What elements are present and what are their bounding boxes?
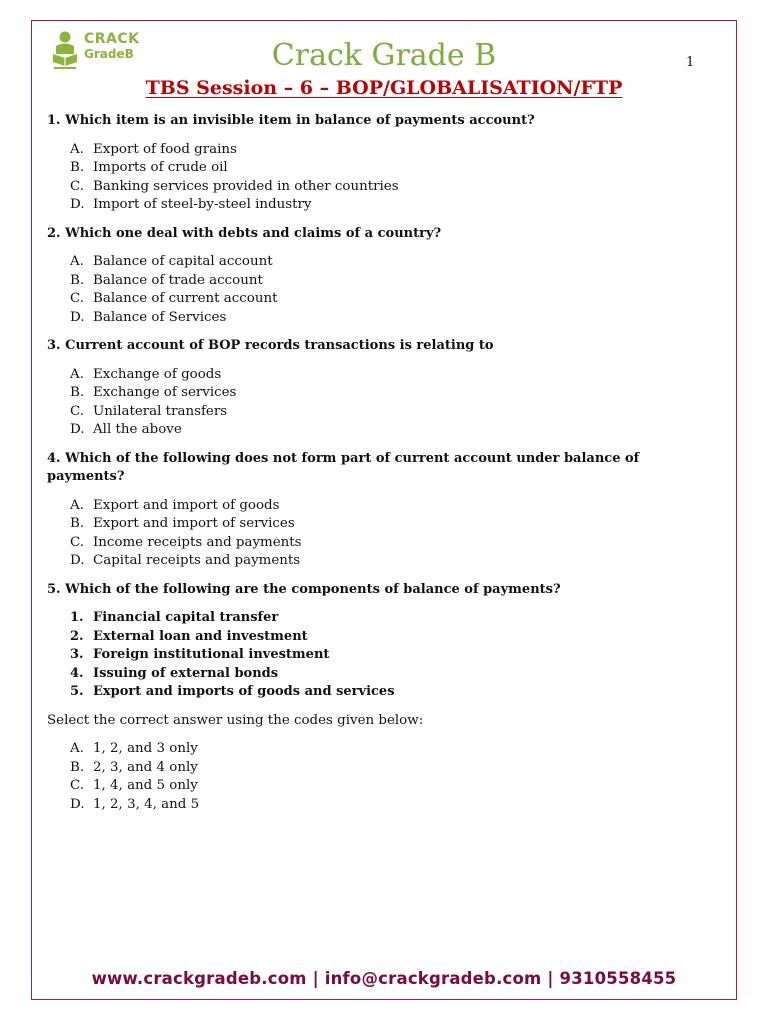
logo-line-2: GradeB	[84, 47, 134, 61]
option-c: C. Balance of current account	[70, 291, 278, 306]
option-a: A. Balance of capital account	[70, 254, 273, 269]
question-3	[47, 337, 719, 440]
question-text: 3. Current account of BOP records transactions is relating to	[47, 338, 494, 353]
option-d: D. All the above	[70, 422, 182, 437]
component-1: 1. Financial capital transfer	[70, 610, 279, 625]
option-list	[70, 366, 719, 440]
option-c: C. Income receipts and payments	[70, 534, 302, 550]
option-list	[70, 141, 719, 215]
component-5: 5. Export and imports of goods and services	[70, 684, 395, 699]
logo-line-1: CRACK	[84, 31, 140, 47]
question-4	[47, 450, 719, 571]
option-a: A. 1, 2, and 3 only	[70, 741, 198, 756]
option-a: A. Exchange of goods	[70, 366, 222, 382]
component-2: 2. External loan and investment	[70, 628, 308, 644]
question-2	[47, 225, 719, 328]
question-5	[47, 581, 719, 815]
option-d: D. Balance of Services	[70, 309, 227, 325]
component-list	[70, 609, 719, 702]
question-list	[47, 112, 719, 824]
question-text: 5. Which of the following are the components of balance of payments?	[47, 581, 561, 597]
session-title	[0, 75, 768, 101]
option-b: B. 2, 3, and 4 only	[70, 759, 198, 775]
option-b: B. Export and import of services	[70, 516, 295, 531]
option-d: D. Import of steel-by-steel industry	[70, 197, 312, 212]
option-d: D. Capital receipts and payments	[70, 553, 301, 568]
question-1	[47, 112, 719, 215]
option-d: D. 1, 2, 3, 4, and 5	[70, 796, 200, 812]
option-b: B. Imports of crude oil	[70, 160, 228, 175]
option-a: A. Export of food grains	[70, 141, 237, 157]
footer-contact: www.crackgradeb.com | info@crackgradeb.com | 9310558455	[91, 969, 677, 988]
brand-title: Crack Grade B	[271, 38, 497, 73]
option-list	[70, 497, 719, 571]
option-a: A. Export and import of goods	[70, 497, 280, 513]
question-text: 4. Which of the following does not form part of current account under balance of payments?	[47, 450, 640, 484]
instruction-text: Select the correct answer using the codes given below:	[47, 712, 424, 728]
session-title-text: TBS Session – 6 – BOP/GLOBALISATION/FTP	[145, 77, 623, 99]
option-list	[70, 740, 719, 814]
component-3: 3. Foreign institutional investment	[70, 647, 330, 662]
option-b: B. Exchange of services	[70, 385, 237, 400]
option-c: C. 1, 4, and 5 only	[70, 778, 198, 793]
question-text: 2. Which one deal with debts and claims of a country?	[47, 225, 442, 241]
question-text: 1. Which item is an invisible item in balance of payments account?	[47, 113, 535, 128]
page-number: 1	[686, 55, 695, 70]
option-c: C. Banking services provided in other countries	[70, 178, 399, 194]
option-c: C. Unilateral transfers	[70, 403, 228, 419]
option-list	[70, 253, 719, 327]
component-4: 4. Issuing of external bonds	[70, 665, 279, 681]
option-b: B. Balance of trade account	[70, 272, 263, 288]
